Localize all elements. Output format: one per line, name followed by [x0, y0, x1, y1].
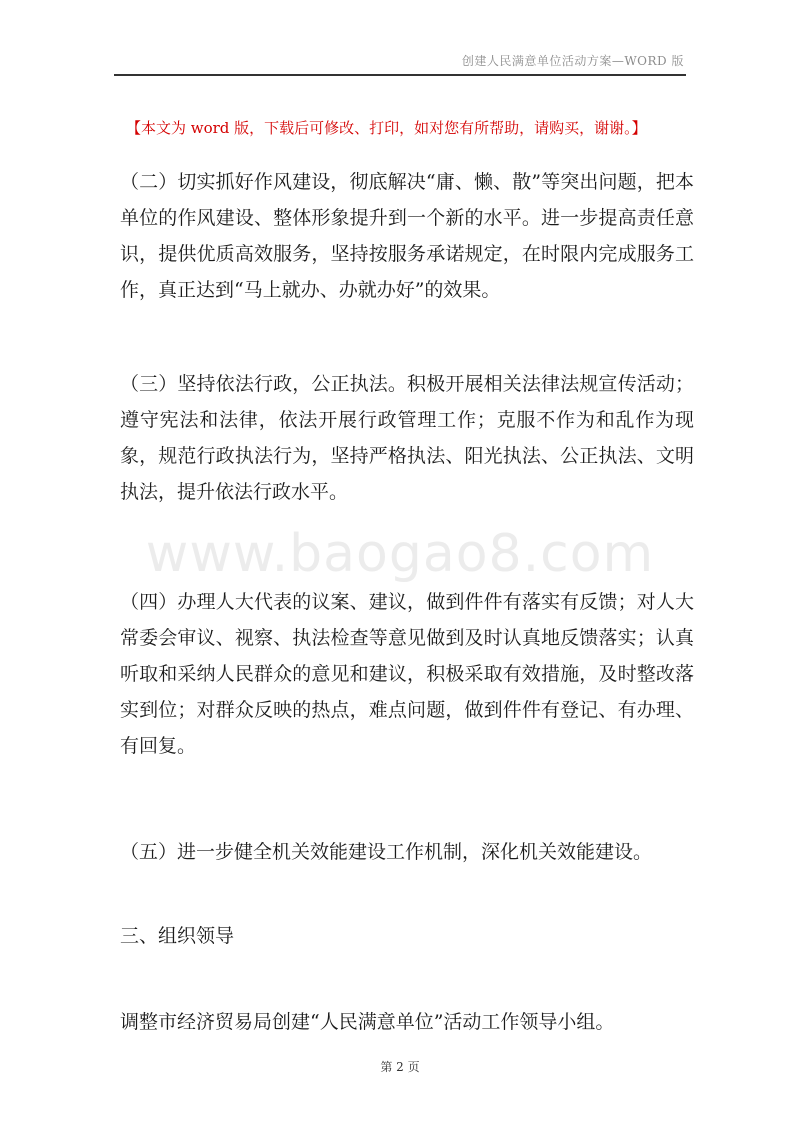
- page-header-title: 创建人民满意单位活动方案—WORD 版: [461, 54, 684, 68]
- paragraph-leadership-group: [120, 1004, 694, 1040]
- paragraph: （五）进一步健全机关效能建设工作机制，深化机关效能建设。: [120, 841, 653, 863]
- paragraph-section-4: [120, 584, 694, 764]
- paragraph-section-5: [120, 834, 694, 870]
- paragraph-section-2: [120, 164, 694, 308]
- section-heading: 三、组织领导: [120, 925, 235, 947]
- paragraph-section-3: [120, 366, 694, 510]
- section-heading-organization: [120, 918, 694, 954]
- header-divider: [114, 74, 686, 76]
- paragraph: （二）切实抓好作风建设，彻底解决“庸、懒、散”等突出问题，把本单位的作风建设、整体形象提升到一个新的水平。进一步提高责任意识，提供优质高效服务，坚持按服务承诺规定，在时限内完成服务工作，真正达到“马上就办、办就办好”的效果。: [120, 171, 694, 301]
- paragraph: （四）办理人大代表的议案、建议，做到件件有落实有反馈；对人大常委会审议、视察、执法检查等意见做到及时认真地反馈落实；认真听取和采纳人民群众的意见和建议，积极采取有效措施，及时整改落实到位；对群众反映的热点，难点问题，做到件件有登记、有办理、有回复。: [120, 591, 694, 757]
- page-number: 第 2 页: [380, 1060, 420, 1074]
- purchase-notice: 【本文为 word 版，下载后可修改、打印，如对您有所帮助，请购买，谢谢。】: [126, 119, 647, 137]
- paragraph: 调整市经济贸易局创建“人民满意单位”活动工作领导小组。: [120, 1011, 615, 1033]
- paragraph: （三）坚持依法行政，公正执法。积极开展相关法律法规宣传活动；遵守宪法和法律，依法开展行政管理工作；克服不作为和乱作为现象，规范行政执法行为，坚持严格执法、阳光执法、公正执法、文明执法，提升依法行政水平。: [120, 373, 694, 503]
- watermark: www.baogao8.com: [145, 524, 655, 584]
